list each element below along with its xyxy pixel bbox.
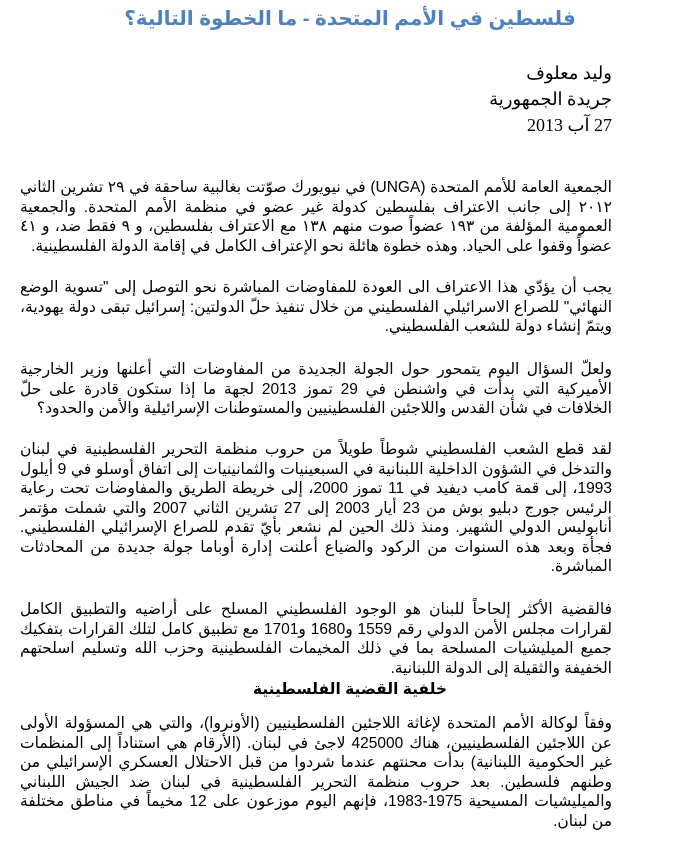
author-name: وليد معلوف [526, 63, 612, 83]
publication-name: جريدة الجمهورية [489, 89, 612, 109]
paragraph-un-vote: الجمعية العامة للأمم المتحدة (UNGA) في نيويورك صوّتت بغالبية ساحقة في ٢٩ تشرين الثاني ٢٠١٢ إلى جانب الاعتراف بفلسطين كدولة غير عضو في منظمة الأمم المتحدة. والجمعية العمومية المؤلفة من ١٩٣ عضواً صوت منهم ١٣٨ مع الاعتراف بفلسطين، و ٩ فقط ضد، و ٤١ عضواً وقفوا على الحياد. وهذه خطوة هائلة نحو الإعتراف الكامل في إقامة الدولة الفلسطينية. [20, 179, 612, 255]
paragraph-new-round-question: ولعلّ السؤال اليوم يتمحور حول الجولة الجديدة من المفاوضات التي أعلنها وزير الخارجية الأميركية التي بدأت في واشنطن في 29 تموز 2013 لجهة ما إذا ستكون قادرة على حلّ الخلافات في شأن القدس واللاجئين الفلسطينيين والمستوطنات الإسرائيلية والأمن والحدود؟ [20, 361, 612, 417]
paragraph-negotiations: يجب أن يؤدّي هذا الاعتراف الى العودة للمفاوضات المباشرة نحو التوصل إلى "تسوية الوضع النهائي" للصراع الاسرائيلي الفلسطيني من خلال تنفيذ حلّ الدولتين: إسرائيل تبقى دولة يهودية، ويتمّ إنشاء دولة للشعب الفلسطيني. [20, 279, 612, 335]
section-heading: خلفية القضية الفلسطينية [252, 681, 448, 698]
publication-date: 27 آب 2013 [527, 115, 612, 135]
article-title: فلسطين في الأمم المتحدة - ما الخطوة التالية؟ [124, 8, 576, 30]
paragraph-refugees: وفقاً لوكالة الأمم المتحدة لإغاثة اللاجئين الفلسطينيين (الأونروا)، والتي هي المسؤولة الأولى عن اللاجئين الفلسطينيين، هناك 425000 لاجئ في لبنان. (الأرقام هي استناداً إلى المنظمات غير الحكومية اللبنانية) بدأت محنتهم عندما شردوا من قبل الاحتلال العسكري الإسرائيلي من وطنهم فلسطين. بعد حروب منظمة التحرير الفلسطينية في لبنان ضد الجيش اللبناني والميليشيات المسيحية 1975-1983، فإنهم اليوم موزعون على 12 مخيماً في مناطق مختلفة من لبنان. [20, 715, 612, 830]
paragraph-history: لقد قطع الشعب الفلسطيني شوطاً طويلاً من حروب منظمة التحرير الفلسطينية في لبنان والتدخل في الشؤون الداخلية اللبنانية في السبعينيات والثمانينيات إلى اتفاق أوسلو في 9 أيلول 1993، إلى قمة كامب ديفيد في 11 تموز 2000، إلى خريطة الطريق والمفاوضات تحت رعاية الرئيس جورج دبليو بوش من 23 أيار 2003 إلى 27 تشرين الثاني 2007 والتي شملت مؤتمر أنابوليس الدولي الشهير. ومنذ ذلك الحين لم نشعر بأيّ تقدم للصراع الإسرائيلي الفلسطيني. فجأة وبعد هذه السنوات من الركود والضياع أعلنت إدارة أوباما جولة جديدة من المحادثات المباشرة. [20, 441, 613, 575]
byline [489, 60, 612, 138]
paragraph-lebanon-issue: فالقضية الأكثر إلحاحاً للبنان هو الوجود الفلسطيني المسلح على أراضيه والتطبيق الكامل لقرارات مجلس الأمن الدولي رقم 1559 و1680 و1701 مع تطبيق كامل لتلك القرارات بتفكيك جميع الميليشيات المسلحة بما في ذلك المخيمات الفلسطينية وحزب الله وتسليم اسلحتهم الخفيفة والثقيلة إلى الدولة اللبنانية. [20, 601, 612, 677]
